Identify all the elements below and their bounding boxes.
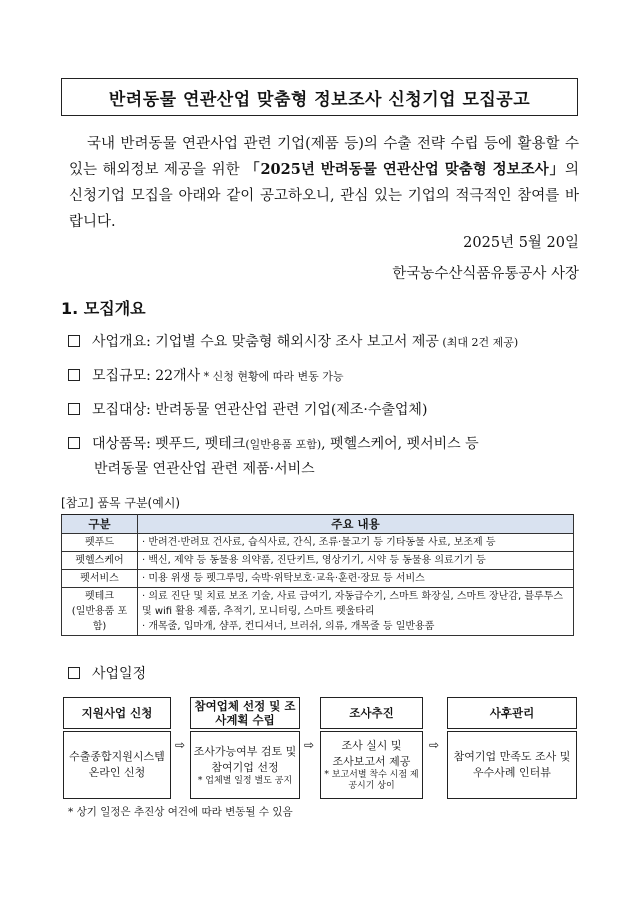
- intro-text-2: 의 신청기업 모집을 아래와 같이 공고하오니, 관심 있는 기업의 적극적인 참여를 바랍니다.: [69, 162, 579, 230]
- section-1-heading: 1. 모집개요: [61, 299, 146, 318]
- reference-label: [참고] 품목 구분(예시): [61, 496, 181, 510]
- stage-2-line: 참여기업 선정: [211, 760, 279, 774]
- stage-1-body: [63, 731, 171, 799]
- intro-program-name: 「2025년 반려동물 연관산업 맞춤형 정보조사」: [245, 161, 565, 178]
- stage-2-note: * 업체별 일정 별도 공지: [197, 775, 293, 786]
- table-header-row: [62, 515, 574, 534]
- table-row: [62, 588, 574, 636]
- table-cell-category: 펫서비스: [62, 570, 138, 588]
- table-cell-category: 펫헬스케어: [62, 552, 138, 570]
- arrow-icon: ⇨: [429, 738, 440, 752]
- stage-1-line: 수출종합지원시스템: [69, 750, 165, 763]
- item-overview-text: 사업개요: 기업별 수요 맞춤형 해외시장 조사 보고서 제공: [92, 334, 439, 350]
- schedule-heading: [68, 663, 146, 683]
- intro-paragraph: [69, 131, 579, 235]
- stage-2-body: [190, 731, 300, 799]
- stage-3-title: 조사추진: [320, 697, 423, 729]
- table-row: [62, 570, 574, 588]
- table-cell-category: [62, 588, 138, 636]
- content-line: · 의료 진단 및 치료 보조 기술, 사료 급여기, 자동급수기, 스마트 화장실, 스마트 장난감, 블루투스 및 wifi 활용 제품, 추적기, 모니터링, 스마트 펫울타리: [142, 591, 563, 617]
- table-cell-content: · 반려견·반려묘 건사료, 습식사료, 간식, 조류·물고기 등 기타동물 사료, 보조제 등: [138, 534, 574, 552]
- schedule-footnote: * 상기 일정은 추진상 여건에 따라 변동될 수 있음: [68, 806, 293, 818]
- table-cell-content: · 미용 위생 등 펫그루밍, 숙박·위탁보호·교육·훈련·장묘 등 서비스: [138, 570, 574, 588]
- item-scale-text: 모집규모: 22개사: [92, 368, 201, 384]
- square-bullet-icon: [68, 369, 80, 381]
- signer: 한국농수산식품유통공사 사장: [392, 266, 579, 282]
- intro-text-1: 국내 반려동물 연관사업 관련 기업(제품 등)의 수출 전략 수립 등에 활용할 수 있는 해외정보 제공을 위한: [69, 136, 579, 178]
- stage-3-line: 조사 실시 및: [341, 739, 402, 752]
- category-sub: (일반용품 포함): [71, 606, 128, 632]
- stage-3-body: [320, 731, 423, 799]
- table-header-content: 주요 내용: [138, 515, 574, 534]
- table-header-category: 구분: [62, 515, 138, 534]
- table-cell-content: [138, 588, 574, 636]
- stage-4-body: [447, 731, 577, 799]
- stage-2-line: 조사가능여부 검토 및: [193, 744, 297, 758]
- item-target: [68, 398, 583, 422]
- item-products-text: 대상품목: 펫푸드, 펫테크: [92, 436, 246, 452]
- item-target-text: 모집대상: 반려동물 연관산업 관련 기업(제조·수출업체): [92, 402, 428, 418]
- item-products-text-b: , 펫헬스케어, 펫서비스 등: [321, 436, 479, 452]
- square-bullet-icon: [68, 667, 80, 679]
- arrow-icon: ⇨: [175, 738, 186, 752]
- table-cell-content: · 백신, 제약 등 동물용 의약품, 진단키트, 영상기기, 시약 등 동물용 의료기기 등: [138, 552, 574, 570]
- stage-3-note: * 보고서별 착수 시점 제공시기 상이: [324, 770, 419, 791]
- table-row: [62, 534, 574, 552]
- content-line: · 개목줄, 입마개, 샴푸, 컨디셔너, 브러쉬, 의류, 개목줄 등 일반용품: [142, 621, 435, 632]
- item-products-line2: 반려동물 연관산업 관련 제품·서비스: [94, 461, 315, 477]
- arrow-icon: ⇨: [304, 738, 315, 752]
- stage-2-title: 참여업체 선정 및 조사계획 수립: [190, 697, 300, 729]
- stage-4-line: 우수사례 인터뷰: [473, 766, 551, 779]
- square-bullet-icon: [68, 335, 80, 347]
- stage-4-line: 참여기업 만족도 조사 및: [453, 750, 571, 763]
- item-overview: [68, 330, 583, 355]
- item-products-note: (일반용품 포함): [245, 438, 322, 451]
- stage-1-title: 지원사업 신청: [63, 697, 171, 729]
- item-scale-note: * 신청 현황에 따라 변동 가능: [200, 370, 344, 383]
- stage-4-title: 사후관리: [447, 697, 577, 729]
- table-cell-category: 펫푸드: [62, 534, 138, 552]
- stage-3-line: 조사보고서 제공: [332, 755, 411, 768]
- square-bullet-icon: [68, 437, 80, 449]
- square-bullet-icon: [68, 403, 80, 415]
- table-row: [62, 552, 574, 570]
- category-name: 펫테크: [85, 591, 114, 602]
- stage-1-line: 온라인 신청: [88, 766, 146, 779]
- page-title: 반려동물 연관산업 맞춤형 정보조사 신청기업 모집공고: [61, 78, 578, 116]
- schedule-heading-text: 사업일정: [92, 666, 147, 682]
- announcement-date: 2025년 5월 20일: [463, 235, 579, 251]
- product-category-table: [61, 514, 574, 636]
- item-overview-note: (최대 2건 제공): [438, 336, 519, 349]
- item-products: [68, 432, 583, 481]
- item-scale: [68, 364, 583, 389]
